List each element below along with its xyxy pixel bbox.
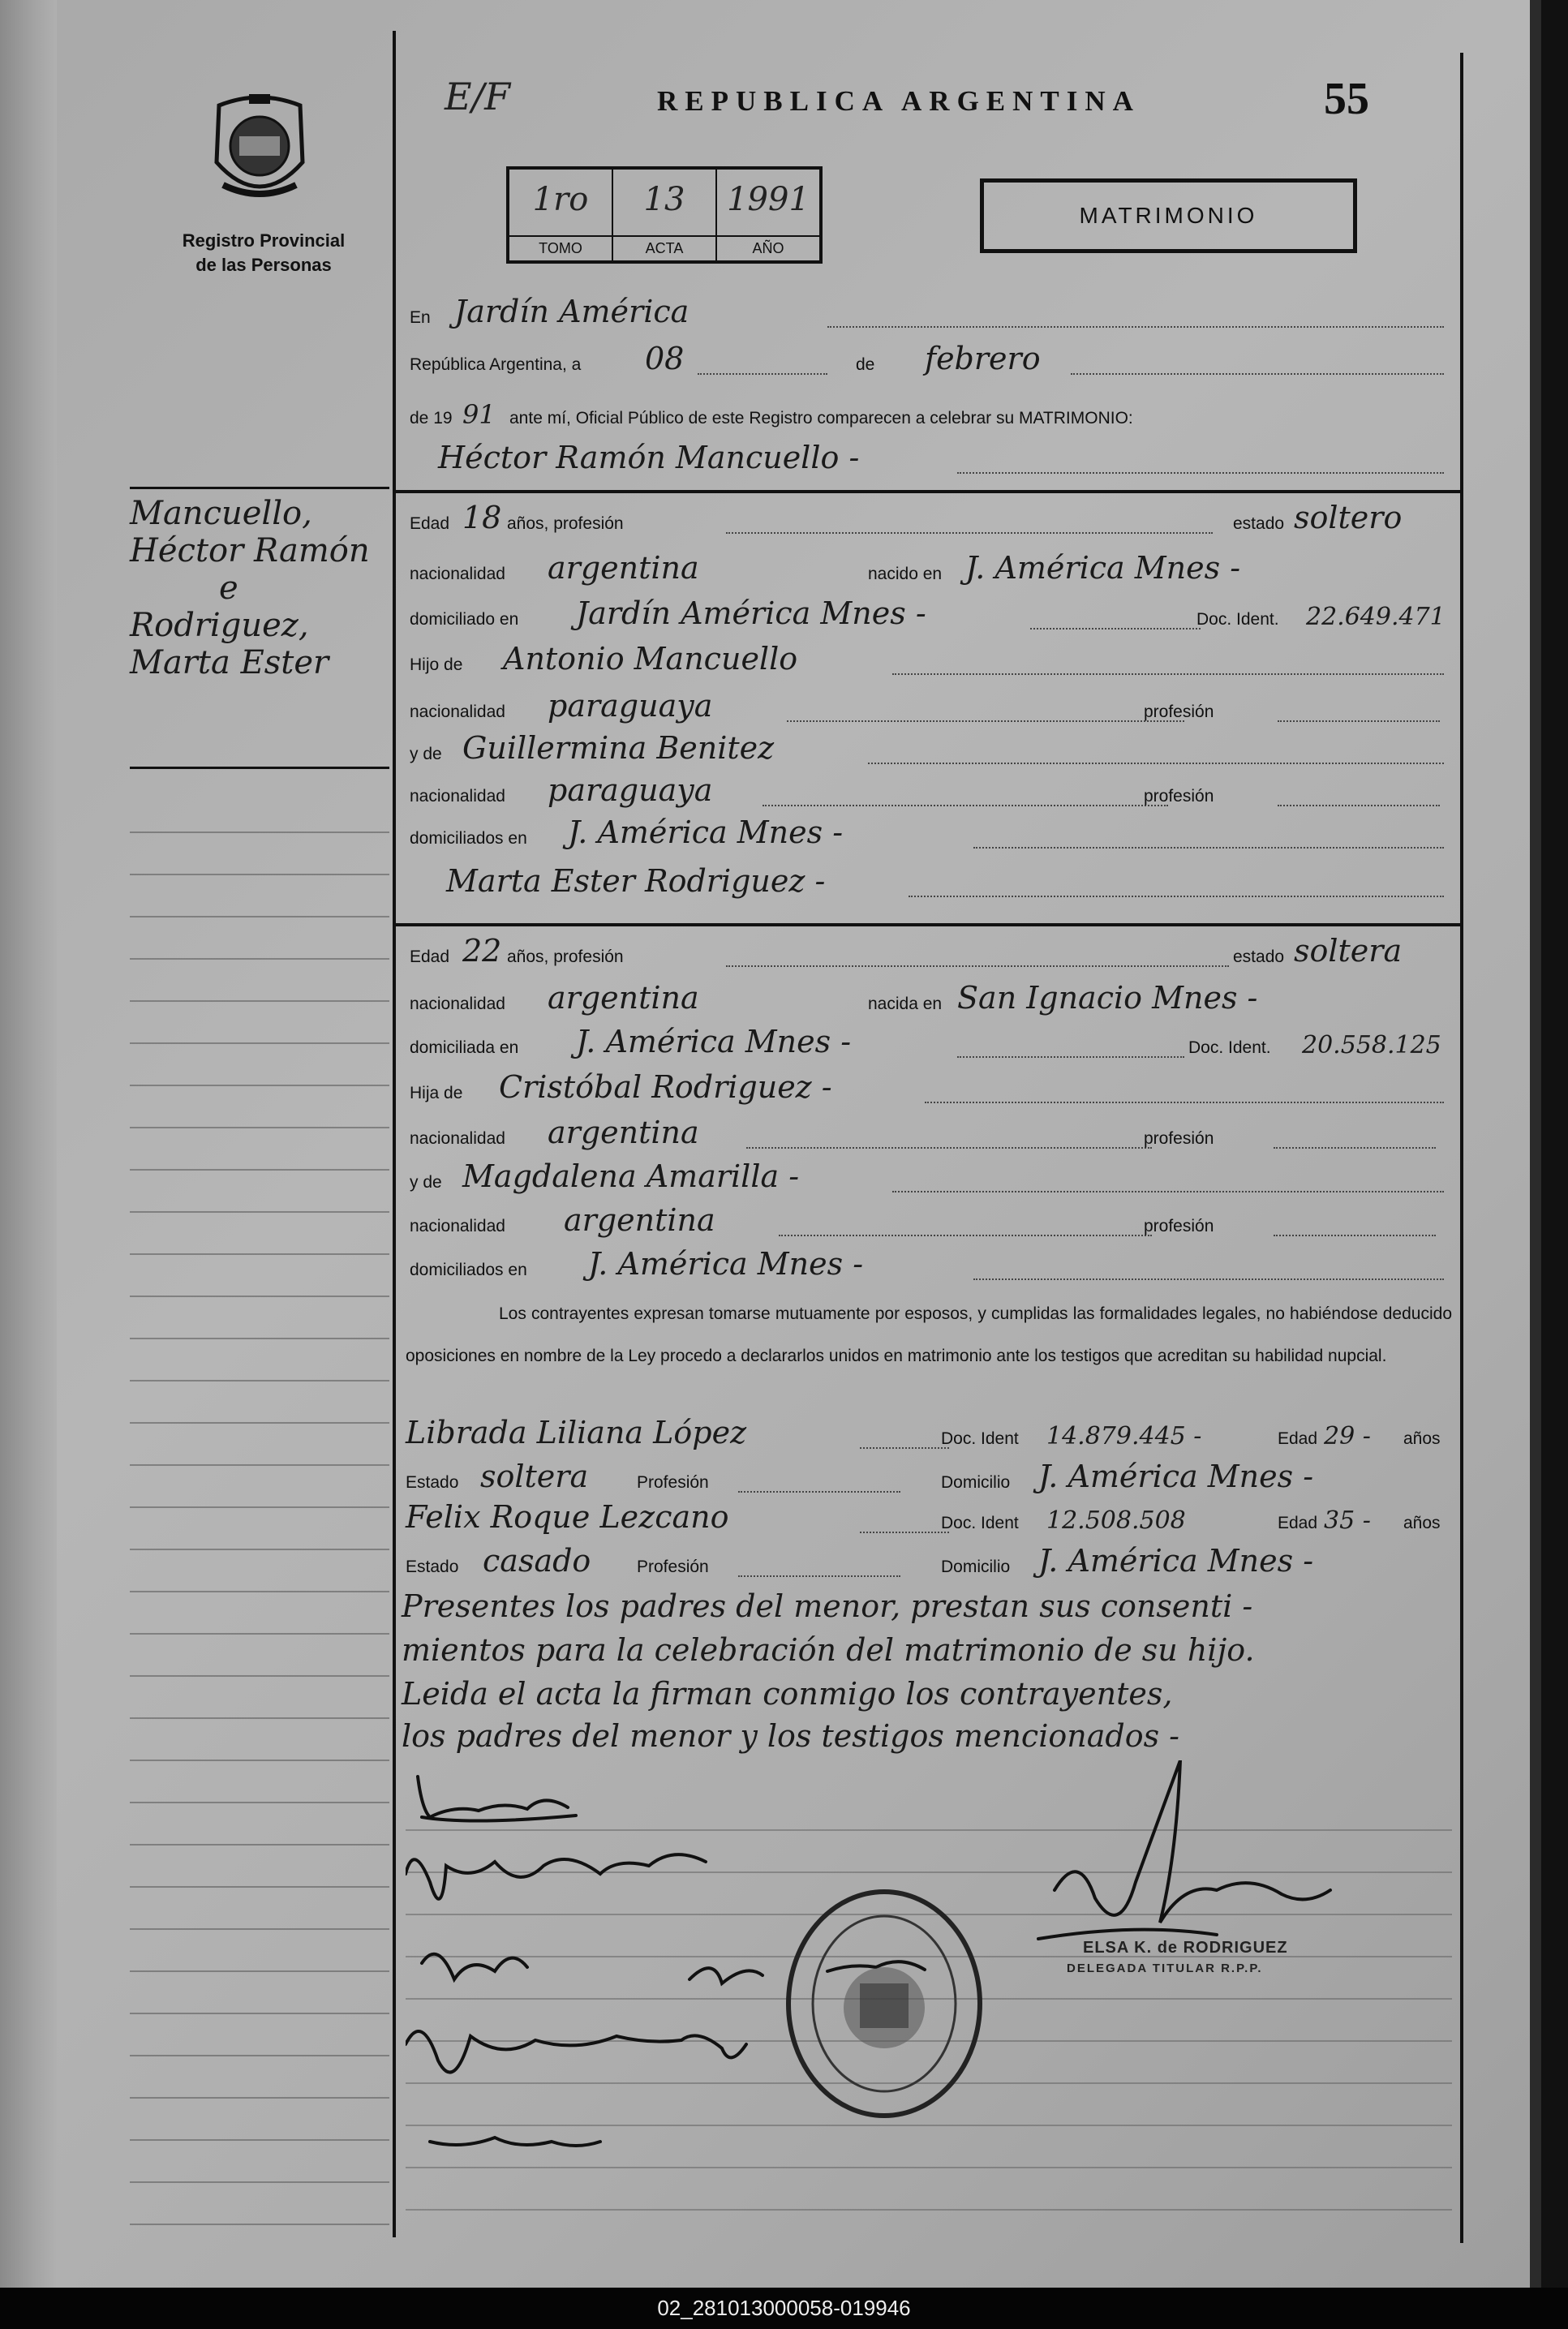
acta-cell: 13 ACTA (613, 170, 717, 260)
page-binding (0, 0, 57, 2288)
note-line-3: Leida el acta la firman conmigo los contrayentes, (402, 1676, 1173, 1712)
bride-address-row: domiciliada en J. América Mnes - Doc. Ident. 20.558.125 (410, 1024, 1441, 1059)
left-column-ruling (130, 791, 389, 2235)
date-row: República Argentina, a 08 de febrero (406, 341, 1452, 383)
groom-nationality-row: nacionalidad argentina nacido en J. América Mnes - (410, 550, 1241, 586)
witness-2-detail-row: Estado casado Profesión Domicilio J. América Mnes - (406, 1543, 1314, 1579)
page-number: 55 (1324, 74, 1369, 124)
left-column-names: Mancuello, Héctor Ramón e Rodriguez, Marta Ester (130, 495, 370, 681)
document-heading: REPUBLICA ARGENTINA (657, 85, 1141, 117)
bride-father-nationality-row: nacionalidad argentina profesión (406, 1115, 1452, 1157)
left-column-bottom-rule (130, 767, 389, 769)
groom-name-row: Héctor Ramón Mancuello - (406, 440, 1452, 482)
groom-age-row: Edad 18 años, profesión estado soltero (410, 500, 1403, 535)
left-margin-rule (393, 31, 396, 2237)
image-identifier: 02_281013000058-019946 (0, 2288, 1568, 2329)
witness-2-row: Felix Roque Lezcano Doc. Ident 12.508.508 Edad 35 - años (406, 1499, 1441, 1535)
margin-annotation: E/F (445, 75, 510, 118)
place-row: En Jardín América (406, 294, 1452, 336)
registry-name: Registro Provincial de las Personas (182, 230, 346, 275)
note-line-4: los padres del menor y los testigos mencionados - (402, 1718, 1179, 1754)
bride-mother-row: y de Magdalena Amarilla - (406, 1158, 1452, 1201)
tomo-cell: 1ro TOMO (509, 170, 613, 260)
registry-stamp-icon (783, 1886, 986, 2121)
groom-mother-row: y de Guillermina Benitez (406, 730, 1452, 772)
witness-1-row: Librada Liliana López Doc. Ident 14.879.445 - Edad 29 - años (406, 1415, 1441, 1450)
anio-cell: 1991 AÑO (717, 170, 819, 260)
bride-name-row: Marta Ester Rodriguez - (406, 863, 1452, 905)
groom-father-nationality-row: nacionalidad paraguaya profesión (406, 688, 1452, 730)
left-column-top-rule (130, 487, 389, 489)
official-name-stamp: ELSA K. de RODRIGUEZ (1083, 1939, 1288, 1957)
provincial-seal-icon (207, 89, 312, 211)
official-title-stamp: DELEGADA TITULAR R.P.P. (1067, 1962, 1263, 1975)
bride-mother-nationality-row: nacionalidad argentina profesión (406, 1202, 1452, 1244)
record-type-box: MATRIMONIO (980, 178, 1357, 253)
groom-father-row: Hijo de Antonio Mancuello (406, 641, 1452, 683)
note-line-2: mientos para la celebración del matrimonio de su hijo. (402, 1632, 1255, 1668)
acta-reference-box (506, 166, 823, 264)
bride-parents-address-row: domiciliados en J. América Mnes - (406, 1246, 1452, 1288)
bride-section-rule (396, 923, 1460, 926)
bride-nationality-row: nacionalidad argentina nacida en San Ignacio Mnes - (410, 980, 1258, 1016)
bride-father-row: Hija de Cristóbal Rodriguez - (406, 1069, 1452, 1111)
note-line-1: Presentes los padres del menor, prestan sus consenti - (402, 1588, 1253, 1624)
witness-1-detail-row: Estado soltera Profesión Domicilio J. América Mnes - (406, 1459, 1314, 1494)
year-row: de 19 91 ante mí, Oficial Público de este Registro comparecen a celebrar su MATRIMONIO: (410, 399, 1133, 430)
bride-age-row: Edad 22 años, profesión estado soltera (410, 933, 1403, 969)
right-margin-rule (1460, 53, 1463, 2243)
groom-parents-address-row: domiciliados en J. América Mnes - (406, 814, 1452, 857)
groom-section-rule (396, 490, 1460, 493)
declaration-text: Los contrayentes expresan tomarse mutuamente por esposos, y cumplidas las formalidades legales, no habiéndose deducido oposiciones en nombre de la Ley procedo a declararlos unidos en matrimonio ante los testigos que acreditan su habilidad nupcial. (406, 1304, 1452, 1365)
groom-mother-nationality-row: nacionalidad paraguaya profesión (406, 772, 1452, 814)
groom-address-row: domiciliado en Jardín América Mnes - Doc. Ident. 22.649.471 (410, 595, 1446, 631)
